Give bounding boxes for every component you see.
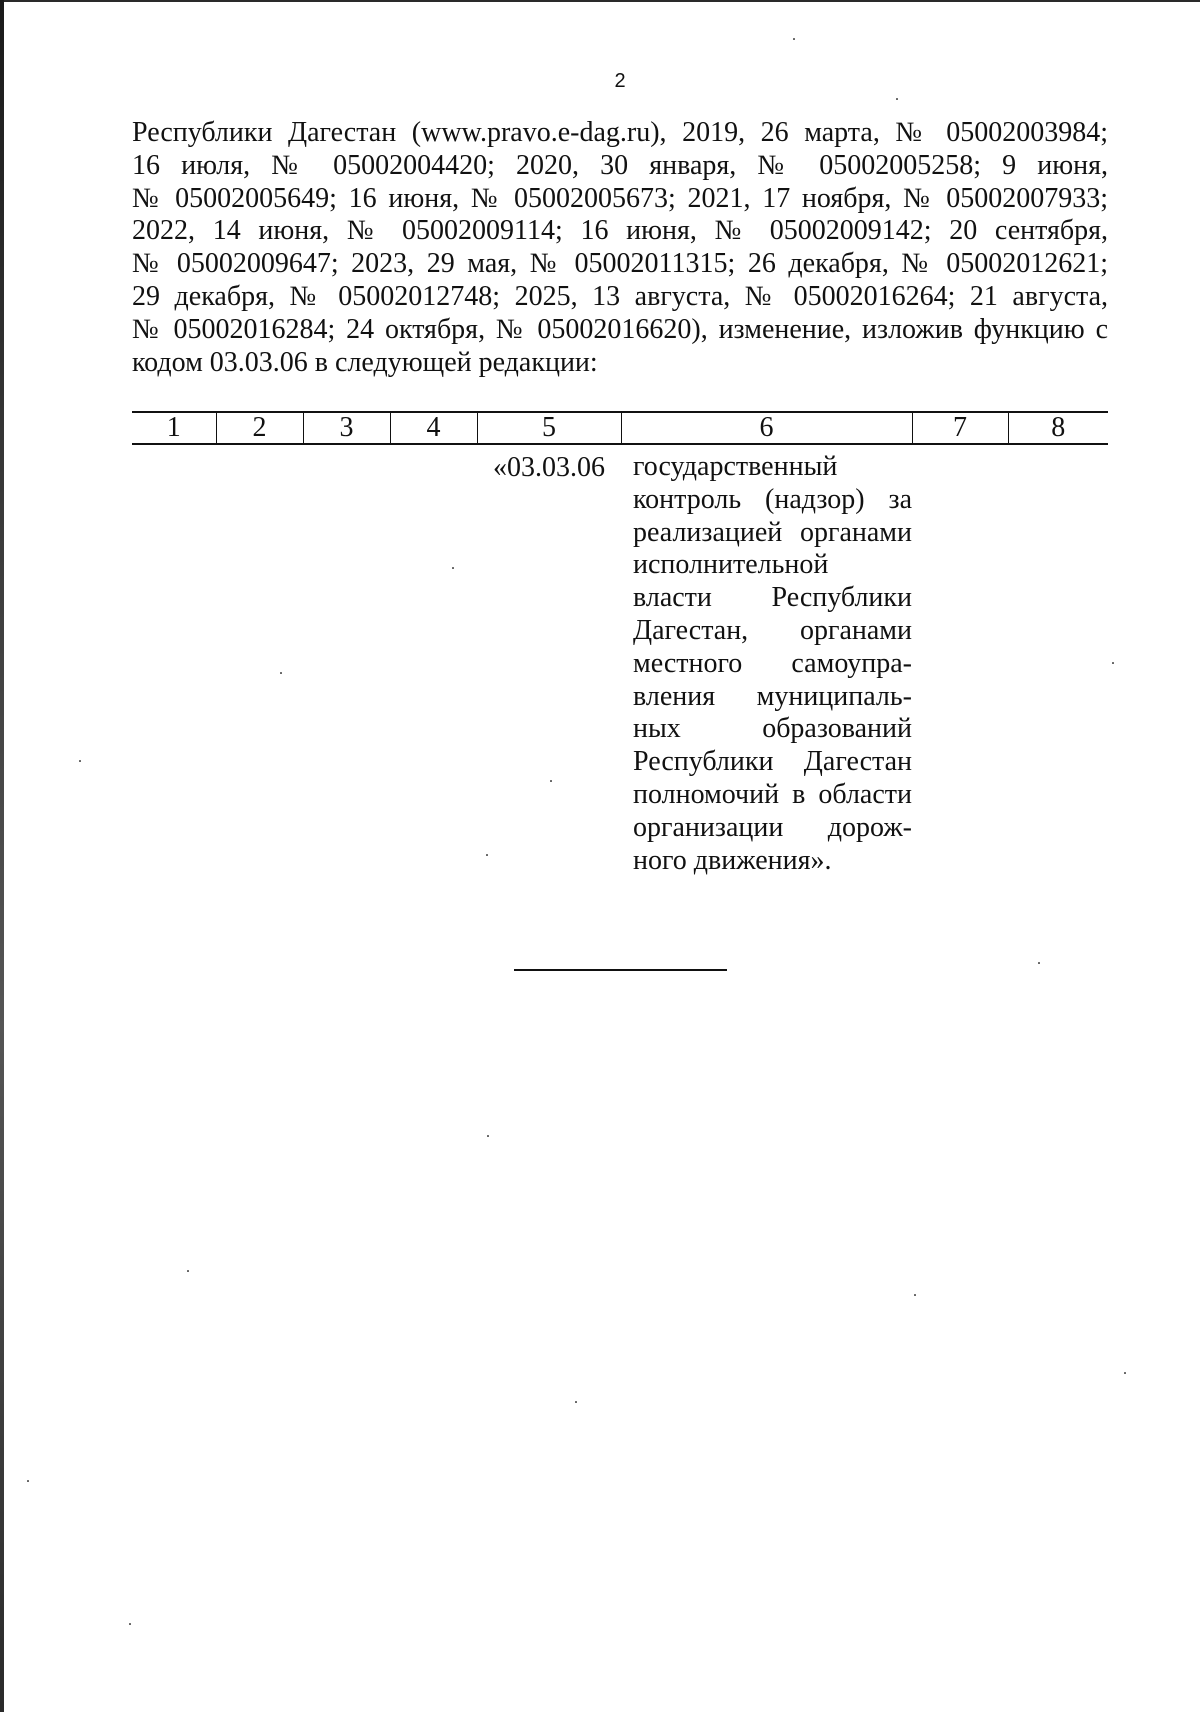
scan-speck (1038, 962, 1040, 964)
cell-col-7 (912, 444, 1008, 877)
scan-speck (280, 672, 282, 674)
description-line: государственный (633, 451, 838, 482)
description-line: ных образований (633, 713, 912, 745)
column-header-8: 8 (1008, 412, 1108, 444)
table-row (132, 444, 1108, 877)
column-header-5: 5 (477, 412, 621, 444)
column-header-6: 6 (621, 412, 912, 444)
intro-line: Республики Дагестан (www.pravo.e-dag.ru), 2019, 26 марта, № 05002003984; (132, 117, 1108, 148)
description-line: власти Республики (633, 582, 912, 614)
function-table (132, 411, 1108, 877)
scan-speck (187, 1270, 189, 1272)
description-line: контроль (надзор) за (633, 483, 912, 515)
intro-line: кодом 03.03.06 в следующей редакции: (132, 346, 598, 378)
function-code-cell: «03.03.06 (493, 452, 605, 483)
cell-col-2 (216, 444, 303, 877)
scan-speck (896, 98, 898, 100)
scan-speck (575, 1401, 577, 1403)
description-line: реализацией органами (633, 516, 912, 548)
cell-col-3 (303, 444, 390, 877)
scan-speck (793, 38, 795, 40)
function-table-wrapper (132, 411, 1108, 877)
intro-line: № 05002009647; 2023, 29 мая, № 05002011315; 26 декабря, № 05002012621; (132, 248, 1108, 280)
cell-col-4 (390, 444, 477, 877)
column-header-4: 4 (390, 412, 477, 444)
column-header-3: 3 (303, 412, 390, 444)
cell-col-1 (132, 444, 216, 877)
scan-speck (27, 1480, 29, 1482)
column-header-7: 7 (912, 412, 1008, 444)
intro-line: 16 июля, № 05002004420; 2020, 30 января, № 05002005258; 9 июня, (132, 149, 1108, 181)
description-line: Республики Дагестан (633, 746, 912, 778)
scan-speck (486, 854, 488, 856)
scan-speck (452, 567, 454, 569)
intro-line: 29 декабря, № 05002012748; 2025, 13 августа, № 05002016264; 21 августа, (132, 280, 1108, 312)
scan-speck (914, 1294, 916, 1296)
scan-speck (1112, 662, 1114, 664)
description-line: Дагестан, органами (633, 614, 912, 646)
description-line: местного самоупра- (633, 647, 912, 679)
description-line: ного движения». (633, 844, 832, 876)
column-header-2: 2 (216, 412, 303, 444)
end-separator-line (514, 969, 727, 971)
description-line: вления муниципаль- (633, 680, 912, 712)
scan-edge-top (0, 0, 1200, 2)
description-line: исполнительной (633, 549, 829, 581)
intro-line: № 05002005649; 16 июня, № 05002005673; 2021, 17 ноября, № 05002007933; (132, 182, 1108, 214)
scan-speck (79, 760, 81, 762)
intro-line: 2022, 14 июня, № 05002009114; 16 июня, № 05002009142; 20 сентября, (132, 215, 1108, 247)
function-description-cell (621, 444, 912, 877)
scan-speck (487, 1135, 489, 1137)
intro-paragraph (132, 117, 1108, 379)
scan-edge-left (0, 0, 4, 1712)
cell-col-8 (1008, 444, 1108, 877)
page-number: 2 (614, 70, 626, 92)
scan-speck (129, 1623, 131, 1625)
description-line: организации дорож- (633, 811, 912, 843)
table-header-row (132, 412, 1108, 444)
intro-line: № 05002016284; 24 октября, № 05002016620), изменение, изложив функцию с (132, 313, 1108, 345)
scan-speck (1124, 1372, 1126, 1374)
description-line: полномочий в области (633, 778, 912, 810)
scan-speck (550, 780, 552, 782)
column-header-1: 1 (132, 412, 216, 444)
